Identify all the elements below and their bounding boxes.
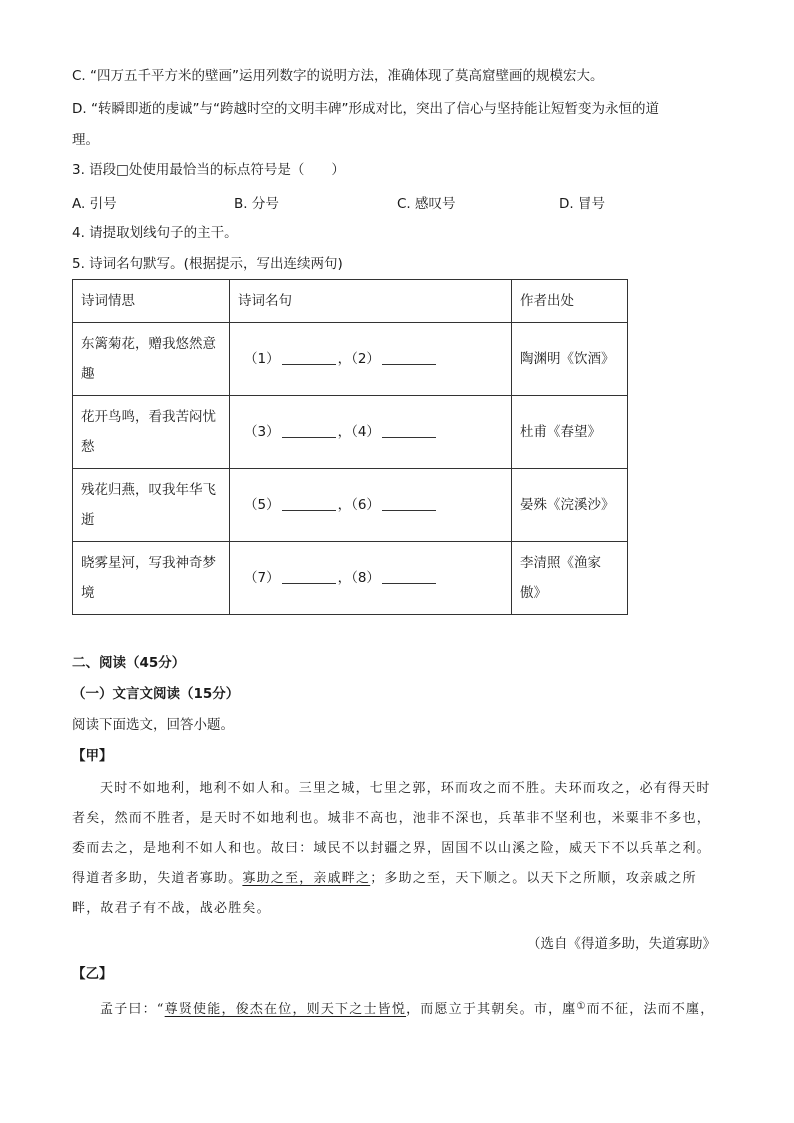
header-source: 作者出处: [512, 280, 628, 323]
table-header-row: [73, 280, 628, 323]
question-3-options: [72, 192, 672, 212]
question-5: 5. 诗词名句默写。(根据提示，写出连续两句): [72, 256, 343, 272]
source-cell: 杜甫《春望》: [512, 396, 628, 469]
header-mood: 诗词情思: [73, 280, 230, 323]
answer-blank[interactable]: [382, 569, 436, 584]
lines-cell: [230, 542, 512, 615]
question-3: 3. 语段□处使用最恰当的标点符号是（ ）: [72, 162, 345, 178]
passage-yi: [72, 992, 720, 1025]
blank-label: （6）: [351, 497, 380, 513]
passage-jia-text-cont: ；多助之至，天下顺之。以天下之所顺，攻亲戚之所畔，故君子有不战，战必胜矣。: [72, 871, 697, 916]
blank-label: （2）: [351, 351, 380, 367]
answer-blank[interactable]: [282, 423, 336, 438]
poem-table: [72, 279, 628, 615]
mood-cell: 东篱菊花，赠我悠然意趣: [73, 323, 230, 396]
passage-jia: [72, 774, 720, 924]
source-cell: 陶渊明《饮酒》: [512, 323, 628, 396]
underlined-sentence: 尊贤使能，俊杰在位，则天下之士皆悦: [164, 1002, 407, 1017]
answer-blank[interactable]: [382, 350, 436, 365]
option-b: B. 分号: [234, 196, 279, 212]
passage-yi-text-cont: ，而愿立于其朝矣。市，廛: [406, 1002, 577, 1017]
question-4: 4. 请提取划线句子的主干。: [72, 225, 238, 241]
lines-cell: [230, 396, 512, 469]
source-cell: 李清照《渔家傲》: [512, 542, 628, 615]
blank-label: （3）: [244, 424, 280, 440]
table-row: [73, 323, 628, 396]
blank-label: （8）: [351, 570, 380, 586]
blank-label: （4）: [351, 424, 380, 440]
table-row: [73, 542, 628, 615]
subsection-title: （一）文言文阅读（15分）: [72, 686, 240, 702]
mood-cell: 晓雾星河，写我神奇梦境: [73, 542, 230, 615]
answer-blank[interactable]: [382, 496, 436, 511]
blank-label: （1）: [244, 351, 280, 367]
blank-label: （7）: [244, 570, 280, 586]
passage-jia-label: 【甲】: [72, 748, 113, 764]
section-title: 二、阅读（45分）: [72, 655, 186, 671]
mood-cell: 残花归燕，叹我年华飞逝: [73, 469, 230, 542]
separator: ，: [337, 497, 352, 513]
blank-label: （5）: [244, 497, 280, 513]
separator: ，: [337, 424, 352, 440]
lines-cell: [230, 323, 512, 396]
passage-jia-source: （选自《得道多助，失道寡助》: [527, 936, 716, 952]
answer-blank[interactable]: [282, 569, 336, 584]
underlined-sentence: 寡助之至，亲戚畔之: [242, 871, 371, 886]
table-row: [73, 469, 628, 542]
table-row: [73, 396, 628, 469]
source-cell: 晏殊《浣溪沙》: [512, 469, 628, 542]
passage-yi-label: 【乙】: [72, 966, 113, 982]
separator: ，: [337, 351, 352, 367]
option-a: A. 引号: [72, 196, 117, 212]
answer-blank[interactable]: [282, 350, 336, 365]
passage-yi-text-end: 而不征，法而不廛，: [586, 1002, 715, 1017]
separator: ，: [337, 570, 352, 586]
reading-instruction: 阅读下面选文，回答小题。: [72, 717, 234, 733]
option-c: C. 感叹号: [397, 196, 456, 212]
footnote-marker: ①: [576, 1001, 587, 1012]
option-d: D. 冒号: [559, 196, 605, 212]
option-d-text: D. “转瞬即逝的虔诚”与“跨越时空的文明丰碑”形成对比，突出了信心与坚持能让短暂变为永恒的道: [72, 101, 659, 117]
answer-blank[interactable]: [382, 423, 436, 438]
answer-blank[interactable]: [282, 496, 336, 511]
mood-cell: 花开鸟鸣，看我苦闷忧愁: [73, 396, 230, 469]
option-d-text-cont: 理。: [72, 132, 99, 148]
passage-yi-text: 孟子曰：“: [100, 1002, 165, 1017]
lines-cell: [230, 469, 512, 542]
passage-jia-text: 天时不如地利，地利不如人和。三里之城，七里之郭，环而攻之而不胜。夫环而攻之，必有得天时者矣，然而不胜者，是天时不如地利也。城非不高也，池非不深也，兵革非不坚利也，米粟非不多也，委而去之，是地利不如人和也。故曰：域民不以封疆之界，固国不以山溪之险，威天下不以兵革之利。得道者多助，失道者寡助。: [72, 781, 712, 886]
option-c-text: C. “四万五千平方米的壁画”运用列数字的说明方法，准确体现了莫高窟壁画的规模宏大。: [72, 68, 604, 84]
header-lines: 诗词名句: [230, 280, 512, 323]
